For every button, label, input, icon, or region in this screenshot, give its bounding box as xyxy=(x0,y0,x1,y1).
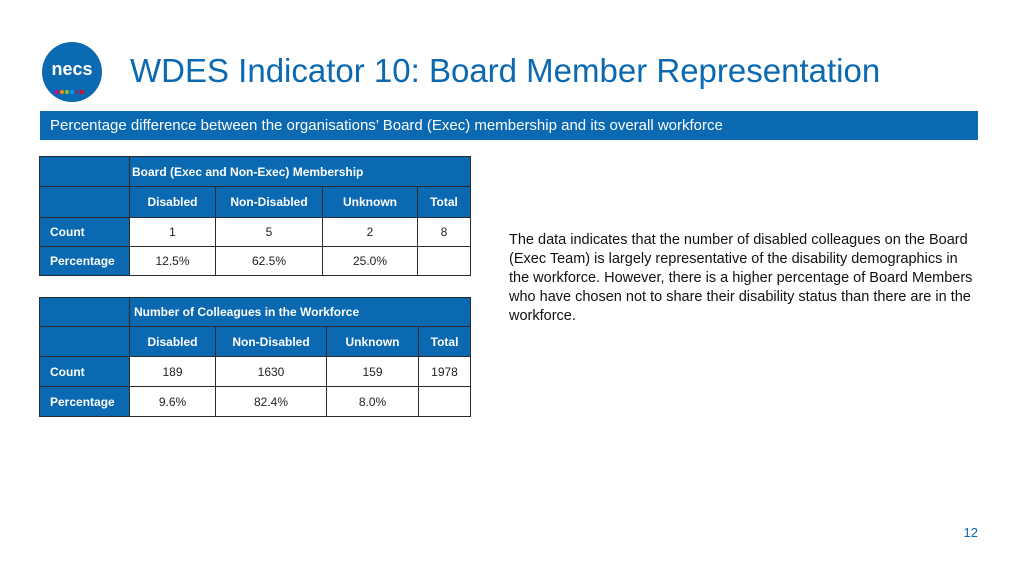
row-header: Percentage xyxy=(40,387,130,417)
table-corner xyxy=(40,327,130,357)
table-corner xyxy=(40,187,130,218)
table-cell: 8.0% xyxy=(327,387,419,417)
page-number: 12 xyxy=(963,525,978,540)
table-cell xyxy=(418,247,471,276)
row-header: Count xyxy=(40,218,130,247)
column-header: Total xyxy=(419,327,471,357)
necs-logo xyxy=(42,42,102,102)
row-header: Percentage xyxy=(40,247,130,276)
page-title: WDES Indicator 10: Board Member Representation xyxy=(130,52,881,89)
description-text: The data indicates that the number of disabled colleagues on the Board (Exec Team) is largely representative of the disability demographics in the workforce. However, there is a higher percentage of Board Members who have chosen not to share their disability status than there are in the workforce. xyxy=(509,232,973,324)
table-cell: 5 xyxy=(216,218,323,247)
table-cell: 62.5% xyxy=(216,247,323,276)
table-cell: 82.4% xyxy=(216,387,327,417)
subtitle-banner: Percentage difference between the organisations’ Board (Exec) membership and its overall workforce xyxy=(40,111,978,140)
logo-dots xyxy=(55,81,85,99)
column-header: Non-Disabled xyxy=(216,327,327,357)
table-corner xyxy=(40,157,130,187)
column-header: Unknown xyxy=(323,187,418,218)
table-cell: 189 xyxy=(130,357,216,387)
table-cell: 25.0% xyxy=(323,247,418,276)
table-corner xyxy=(40,298,130,327)
row-header: Count xyxy=(40,357,130,387)
column-header: Disabled xyxy=(130,187,216,218)
column-header: Disabled xyxy=(130,327,216,357)
logo-dot xyxy=(55,90,59,94)
table-cell: 2 xyxy=(323,218,418,247)
logo-dot xyxy=(65,90,69,94)
table-title-text: Number of Colleagues in the Workforce xyxy=(134,305,360,319)
workforce-table xyxy=(39,297,471,417)
column-header: Unknown xyxy=(327,327,419,357)
logo-dot xyxy=(75,90,79,94)
table-title-text: Board (Exec and Non-Exec) Membership xyxy=(132,164,364,179)
column-header: Total xyxy=(418,187,471,218)
board-membership-table xyxy=(39,156,471,276)
logo-dot xyxy=(80,90,84,94)
table-cell: 1978 xyxy=(419,357,471,387)
column-header: Non-Disabled xyxy=(216,187,323,218)
table-title xyxy=(130,298,471,327)
table-cell: 1 xyxy=(130,218,216,247)
table-cell: 159 xyxy=(327,357,419,387)
table-title xyxy=(130,157,471,187)
logo-text: necs xyxy=(51,59,93,79)
table-cell: 9.6% xyxy=(130,387,216,417)
logo-dot xyxy=(60,90,64,94)
table-cell xyxy=(419,387,471,417)
table-cell: 1630 xyxy=(216,357,327,387)
table-cell: 8 xyxy=(418,218,471,247)
table-cell: 12.5% xyxy=(130,247,216,276)
logo-dot xyxy=(70,90,74,94)
